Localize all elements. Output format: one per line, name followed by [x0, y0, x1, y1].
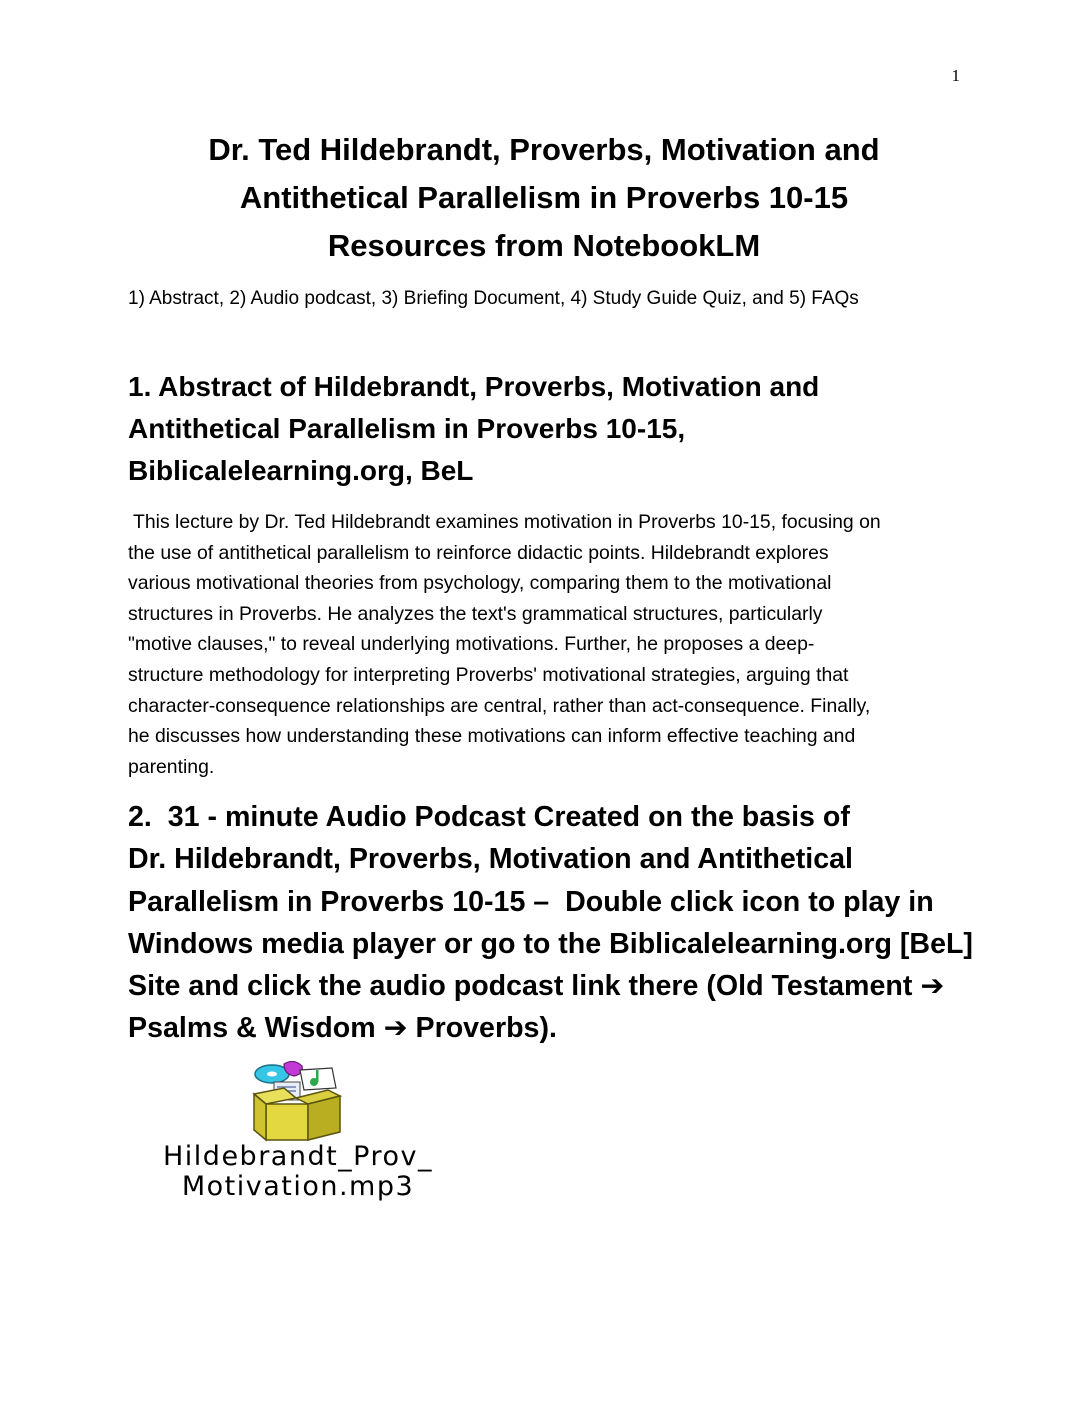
section-2-heading — [128, 796, 973, 1050]
abstract-line: This lecture by Dr. Ted Hildebrandt examines motivation in Proverbs 10-15, focusing on — [128, 511, 881, 533]
section-2-heading-line: Dr. Hildebrandt, Proverbs, Motivation and Antithetical — [128, 843, 853, 876]
section-2-line-6-part-2: Proverbs). — [407, 1012, 557, 1045]
title-line-2: Antithetical Parallelism in Proverbs 10-15 — [239, 180, 849, 215]
section-2-heading-line — [128, 965, 960, 1007]
media-file-label-line-2: Motivation.mp3 — [181, 1171, 415, 1202]
media-package-icon[interactable] — [240, 1060, 352, 1142]
abstract-line: "motive clauses," to reveal underlying motivations. Further, he proposes a deep- — [128, 633, 815, 656]
abstract-line: the use of antithetical parallelism to reinforce didactic points. Hildebrandt explores — [128, 541, 829, 564]
media-package-icon-graphic — [240, 1060, 352, 1142]
section-1-heading-line: Biblicalelearning.org, BeL — [128, 455, 474, 486]
abstract-paragraph — [128, 507, 960, 782]
section-1-heading-line: 1. Abstract of Hildebrandt, Proverbs, Motivation and — [128, 371, 820, 402]
section-2-heading-line: Parallelism in Proverbs 10-15 – Double click icon to play in — [128, 885, 934, 918]
document-title — [128, 126, 960, 270]
media-file-label[interactable] — [128, 1142, 468, 1202]
abstract-line: structures in Proverbs. He analyzes the text's grammatical structures, particularly — [128, 602, 823, 625]
abstract-line: parenting. — [128, 755, 215, 778]
section-2-heading-line: Windows media player or go to the Biblicalelearning.org [BeL] — [128, 927, 973, 960]
section-1-heading-line: Antithetical Parallelism in Proverbs 10-15, — [128, 413, 686, 444]
abstract-line: various motivational theories from psychology, comparing them to the motivational — [128, 572, 832, 595]
section-2-heading-line — [128, 1007, 960, 1049]
abstract-line: structure methodology for interpreting Proverbs' motivational strategies, arguing that — [128, 663, 849, 686]
title-line-3: Resources from NotebookLM — [327, 228, 761, 263]
right-arrow-icon: ➔ — [383, 1012, 408, 1045]
section-2-heading-line: 2. 31 - minute Audio Podcast Created on the basis of — [128, 801, 850, 833]
section-2-line-5-text: Site and click the audio podcast link there (Old Testament — [128, 970, 921, 1003]
section-2-line-6-part-1: Psalms & Wisdom — [128, 1012, 384, 1045]
abstract-line: he discusses how understanding these motivations can inform effective teaching and — [128, 725, 856, 748]
page-number: 1 — [951, 66, 960, 85]
contents-list: 1) Abstract, 2) Audio podcast, 3) Briefing Document, 4) Study Guide Quiz, and 5) FAQs — [128, 288, 859, 309]
right-arrow-icon: ➔ — [920, 970, 945, 1003]
section-1-heading — [128, 366, 960, 492]
title-line-1: Dr. Ted Hildebrandt, Proverbs, Motivation and — [208, 132, 880, 167]
media-file-label-line-1: Hildebrandt_Prov_ — [163, 1141, 433, 1172]
abstract-line: character-consequence relationships are central, rather than act-consequence. Finally, — [128, 694, 871, 717]
